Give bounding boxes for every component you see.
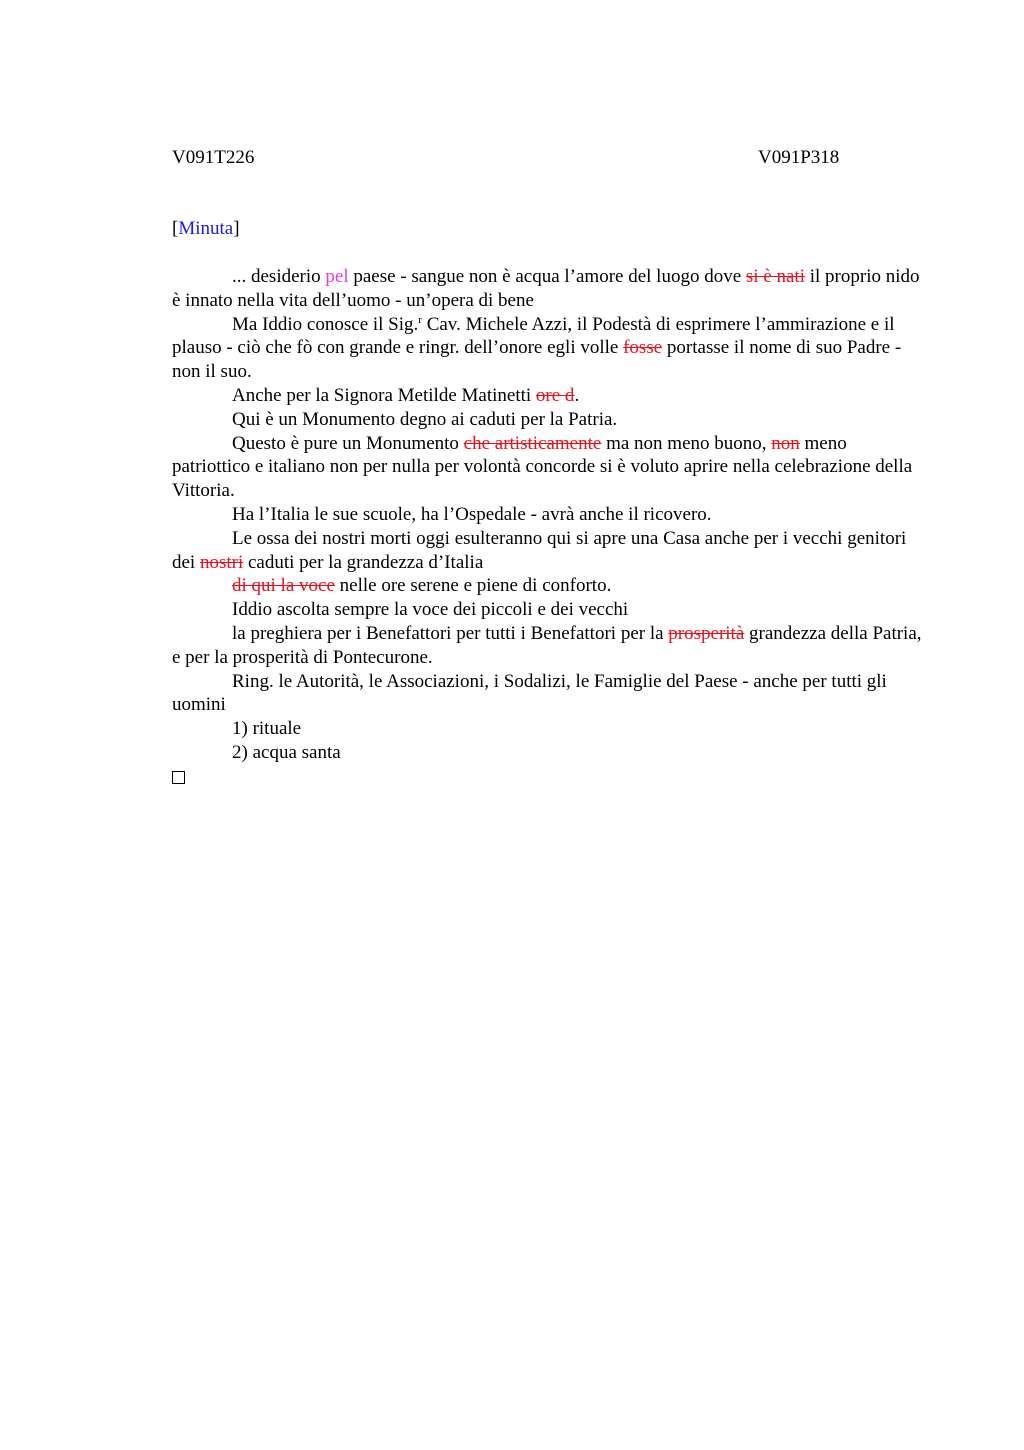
deleted-text: che artisticamente — [463, 432, 602, 454]
deleted-text: nostri — [199, 551, 244, 573]
paragraph-11: Ring. le Autorità, le Associazioni, i Sodalizi, le Famiglie del Paese - anche per tutti gli uomini — [172, 670, 887, 716]
deleted-text: di qui la voce — [232, 575, 335, 597]
paragraph-9: Iddio ascolta sempre la voce dei piccoli e dei vecchi — [232, 599, 629, 621]
paragraph-4: Qui è un Monumento degno ai caduti per la Patria. — [232, 408, 618, 430]
document-code-left: V091T226 — [172, 147, 255, 168]
square-box-icon — [172, 771, 185, 784]
inserted-text: pel — [325, 266, 349, 287]
letter-body — [172, 265, 928, 784]
list-item-1: 1) rituale — [232, 718, 302, 740]
deleted-text: prosperità — [668, 622, 745, 644]
document-code-right: V091P318 — [758, 147, 840, 168]
document-page — [172, 0, 928, 1450]
bracket-close: ] — [233, 218, 240, 239]
deleted-text: fosse — [623, 337, 663, 359]
section-label — [172, 217, 240, 241]
deleted-text: non — [771, 432, 800, 454]
section-label-text: Minuta — [178, 218, 234, 239]
paragraph-6: Ha l’Italia le sue scuole, ha l’Ospedale - avrà anche il ricovero. — [232, 503, 712, 525]
paragraph-1: ... desiderio pel paese - sangue non è acqua l’amore del luogo dove si è nati il proprio nido è innato nella vita dell’uomo - un’opera di bene — [172, 266, 920, 311]
deleted-text: si è nati — [745, 266, 805, 287]
paragraph-10: la preghiera per i Benefattori per tutti i Benefattori per la prosperità grandezza della Patria, e per la prosperità di Pontecurone. — [172, 622, 922, 668]
paragraph-3: Anche per la Signora Metilde Matinetti ore d. — [232, 384, 580, 406]
paragraph-2: Ma Iddio conosce il Sig.$^r$ Cav. Michele Azzi, il Podestà di esprimere l’ammirazione e il plauso - ciò che fò con grande e ringr. dell’onore egli volle fosse portasse il nome di suo Padre - non il suo. — [172, 313, 902, 383]
deleted-text: ore d — [535, 384, 575, 406]
paragraph-7: Le ossa dei nostri morti oggi esulteranno qui si apre una Casa anche per i vecchi genitori dei nostri caduti per la grandezza d’Italia — [172, 527, 907, 573]
list-item-2: 2) acqua santa — [232, 741, 341, 763]
paragraph-8: di qui la voce nelle ore serene e piene di conforto. — [232, 575, 612, 597]
superscript: r — [418, 313, 422, 326]
bracket-open: [ — [172, 218, 179, 239]
paragraph-5: Questo è pure un Monumento che artisticamente ma non meno buono, non meno patriottico e italiano non per nulla per volontà concorde si è voluto aprire nella celebrazione della Vittoria. — [172, 432, 913, 502]
